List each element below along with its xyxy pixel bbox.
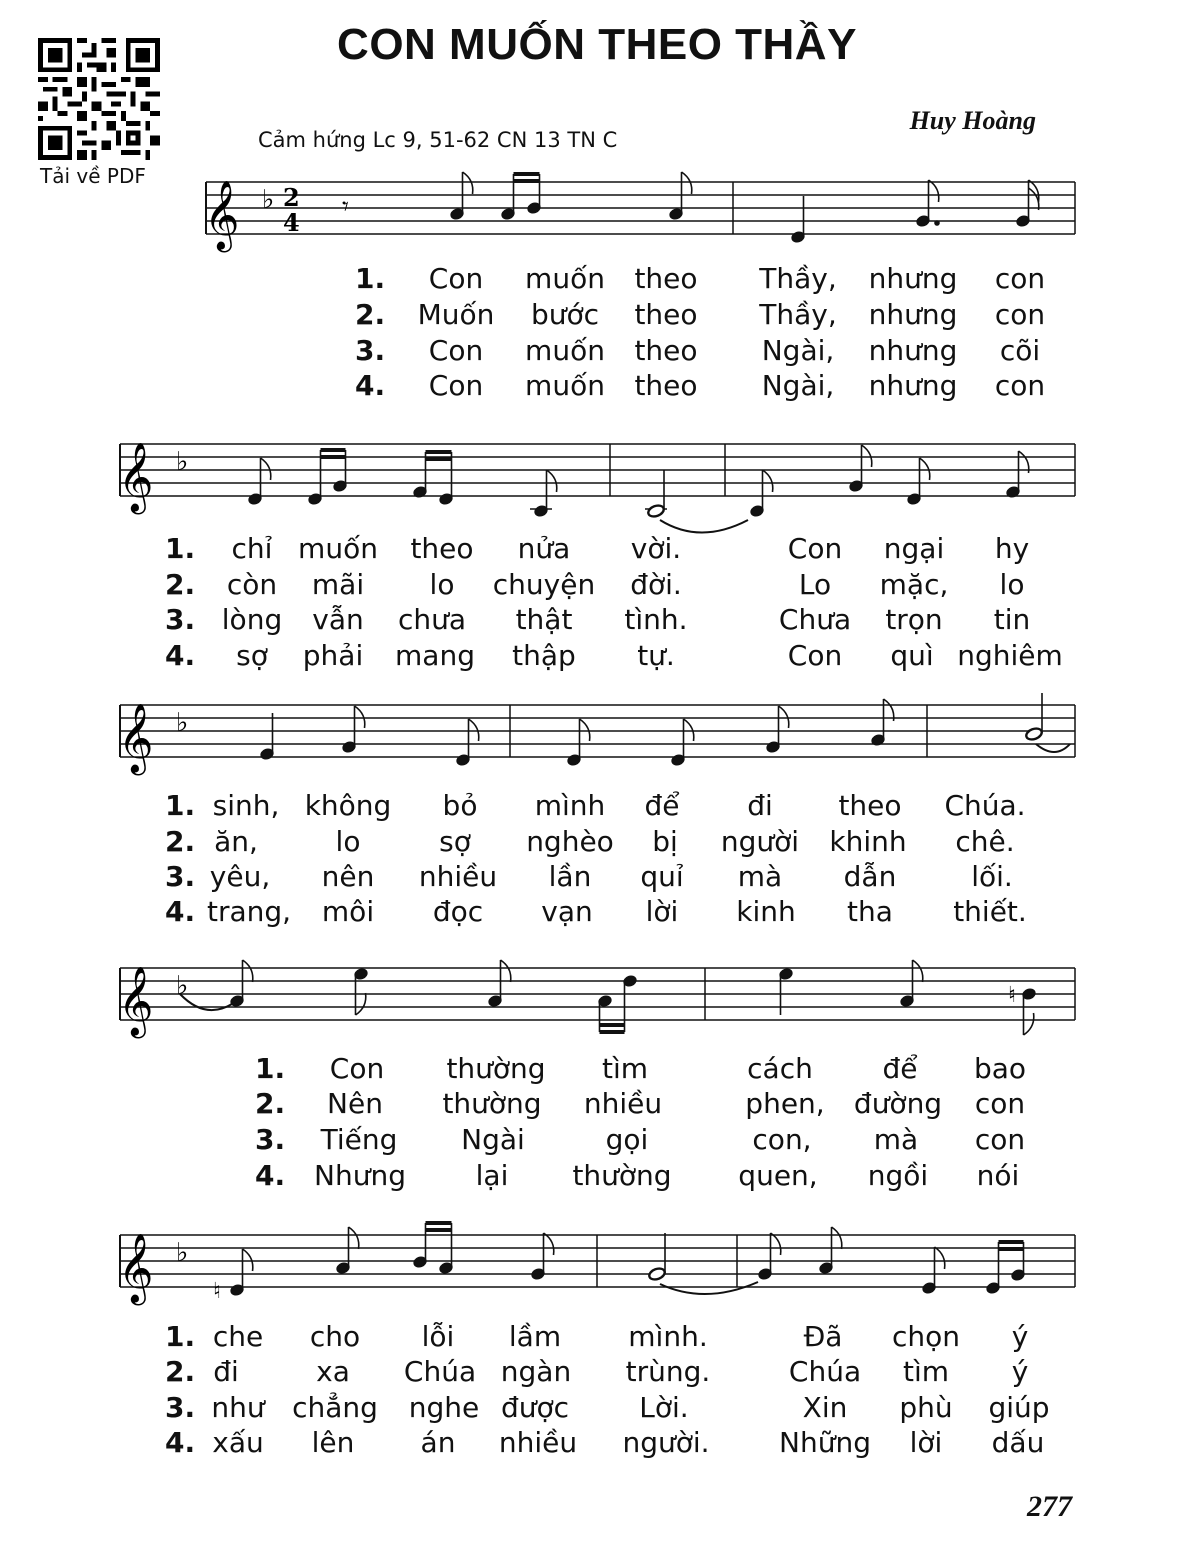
- lyric-syllable: che: [212, 1320, 264, 1353]
- lyric-syllable: Chúa: [403, 1355, 477, 1388]
- lyric-syllable: Muốn: [417, 298, 495, 331]
- note: [1025, 727, 1043, 742]
- lyric-syllable: đời.: [630, 568, 682, 601]
- verse-number: 2.: [165, 568, 196, 601]
- verse-number: 3.: [355, 334, 386, 367]
- lyric-syllable: con: [994, 262, 1046, 295]
- lyric-syllable: Con: [787, 532, 843, 565]
- lyric-syllable: nghe: [408, 1391, 480, 1424]
- verse-number: 2.: [355, 298, 386, 331]
- lyric-syllable: quen,: [738, 1159, 818, 1192]
- lyric-syllable: lo: [429, 568, 455, 601]
- lyric-syllable: mang: [395, 639, 475, 672]
- verse-number: 4.: [165, 1426, 196, 1459]
- lyric-syllable: giúp: [988, 1391, 1050, 1424]
- lyric-syllable: thập: [512, 639, 576, 672]
- lyric-line: [0, 860, 1200, 896]
- lyric-syllable: tha: [847, 895, 893, 928]
- lyric-syllable: lên: [311, 1426, 355, 1459]
- music-staff-3: [0, 688, 1200, 778]
- lyric-syllable: trang,: [206, 895, 292, 928]
- lyric-syllable: ngồi: [867, 1159, 929, 1192]
- lyric-line: [0, 1320, 1200, 1356]
- verse-number: 1.: [355, 262, 386, 295]
- lyric-syllable: Thầy,: [759, 298, 837, 331]
- verse-number: 4.: [355, 369, 386, 402]
- lyric-syllable: xa: [316, 1355, 350, 1388]
- lyric-line: [0, 825, 1200, 861]
- lyric-syllable: còn: [226, 568, 278, 601]
- lyric-syllable: Con: [428, 369, 484, 402]
- music-staff-2: [0, 430, 1200, 530]
- lyric-syllable: muốn: [298, 532, 378, 565]
- lyric-syllable: nửa: [517, 532, 571, 565]
- lyric-syllable: Chúa: [788, 1355, 862, 1388]
- lyric-syllable: ý: [1011, 1355, 1029, 1388]
- lyric-syllable: theo: [634, 334, 698, 367]
- lyric-syllable: Chúa.: [944, 789, 1026, 822]
- lyric-syllable: không: [304, 789, 392, 822]
- lyric-syllable: lo: [999, 568, 1025, 601]
- lyric-syllable: bị: [652, 825, 678, 858]
- lyric-syllable: nhiều: [418, 860, 498, 893]
- lyric-syllable: để: [644, 789, 680, 822]
- lyric-syllable: thường: [446, 1052, 546, 1085]
- lyric-syllable: án: [420, 1426, 456, 1459]
- lyric-syllable: theo: [838, 789, 902, 822]
- verse-number: 2.: [165, 1355, 196, 1388]
- lyric-syllable: cho: [309, 1320, 361, 1353]
- lyric-syllable: Xin: [802, 1391, 848, 1424]
- lyric-syllable: cõi: [999, 334, 1041, 367]
- qr-code-icon[interactable]: [38, 38, 160, 160]
- lyric-syllable: phải: [302, 639, 364, 672]
- lyric-syllable: nghèo: [526, 825, 614, 858]
- lyric-syllable: con: [974, 1087, 1026, 1120]
- lyric-syllable: nên: [321, 860, 375, 893]
- lyric-syllable: mà: [737, 860, 783, 893]
- verse-number: 1.: [165, 789, 196, 822]
- lyric-syllable: lo: [335, 825, 361, 858]
- lyric-line: [0, 1391, 1200, 1427]
- lyric-syllable: người.: [622, 1426, 710, 1459]
- lyric-syllable: dẫn: [843, 860, 897, 893]
- lyric-syllable: cách: [747, 1052, 813, 1085]
- lyric-syllable: thường: [442, 1087, 542, 1120]
- lyric-syllable: nhưng: [868, 369, 958, 402]
- lyric-syllable: thường: [572, 1159, 672, 1192]
- lyric-syllable: thiết.: [953, 895, 1027, 928]
- treble-clef-icon: 𝄞: [118, 966, 154, 1036]
- lyric-syllable: ý: [1011, 1320, 1029, 1353]
- lyric-syllable: sợ: [236, 639, 268, 672]
- inspiration-note: Cảm hứng Lc 9, 51-62 CN 13 TN C: [258, 128, 618, 152]
- verse-number: 2.: [165, 825, 196, 858]
- lyric-syllable: dấu: [991, 1426, 1045, 1459]
- lyric-line: [0, 1052, 1200, 1088]
- lyric-syllable: để: [882, 1052, 918, 1085]
- lyric-syllable: ăn,: [214, 825, 258, 858]
- lyric-line: [0, 1355, 1200, 1391]
- music-staff-5: [0, 1218, 1200, 1308]
- lyric-syllable: chưa: [397, 603, 467, 636]
- lyric-syllable: sợ: [439, 825, 471, 858]
- verse-number: 4.: [165, 639, 196, 672]
- music-staff-4: [0, 950, 1200, 1040]
- lyric-syllable: chẳng: [292, 1391, 378, 1424]
- lyric-syllable: vời.: [630, 532, 682, 565]
- lyric-syllable: con: [974, 1123, 1026, 1156]
- lyric-syllable: muốn: [525, 369, 605, 402]
- note: [648, 1267, 666, 1282]
- lyric-syllable: Thầy,: [759, 262, 837, 295]
- lyric-syllable: tin: [993, 603, 1031, 636]
- lyric-syllable: như: [211, 1391, 265, 1424]
- lyric-syllable: Những: [779, 1426, 871, 1459]
- lyric-syllable: tìm: [601, 1052, 649, 1085]
- lyric-syllable: theo: [634, 262, 698, 295]
- lyric-syllable: phù: [899, 1391, 953, 1424]
- lyric-syllable: yêu,: [209, 860, 271, 893]
- lyric-syllable: chọn: [891, 1320, 961, 1353]
- lyric-syllable: nhiều: [498, 1426, 578, 1459]
- lyric-syllable: môi: [321, 895, 375, 928]
- lyric-syllable: gọi: [605, 1123, 649, 1156]
- lyric-syllable: muốn: [525, 262, 605, 295]
- lyric-syllable: lỗi: [421, 1320, 455, 1353]
- lyric-line: [0, 603, 1200, 639]
- rest-icon: 𝄾: [342, 192, 349, 222]
- flat-sign-icon: ♭: [262, 185, 275, 215]
- composer-name: Huy Hoàng: [909, 106, 1036, 135]
- lyric-syllable: mình.: [628, 1320, 708, 1353]
- treble-clef-icon: 𝄞: [204, 180, 240, 250]
- lyric-syllable: sinh,: [212, 789, 280, 822]
- lyric-syllable: xấu: [212, 1426, 264, 1459]
- lyric-line: [0, 1123, 1200, 1159]
- lyric-syllable: Chưa: [778, 603, 852, 636]
- natural-sign-icon: ♮: [1008, 983, 1016, 1008]
- lyric-line: [0, 334, 1200, 370]
- lyric-syllable: đi: [747, 789, 773, 822]
- lyric-syllable: mãi: [311, 568, 365, 601]
- treble-clef-icon: 𝄞: [118, 703, 154, 773]
- time-signature-top: 2: [283, 183, 300, 212]
- lyric-syllable: nhưng: [868, 262, 958, 295]
- lyric-syllable: mặc,: [879, 568, 949, 601]
- verse-number: 3.: [165, 603, 196, 636]
- flat-sign-icon: ♭: [176, 1238, 189, 1268]
- lyric-line: [0, 298, 1200, 334]
- verse-number: 1.: [165, 532, 196, 565]
- verse-number: 1.: [165, 1320, 196, 1353]
- lyric-syllable: tình.: [624, 603, 688, 636]
- note: [647, 504, 665, 519]
- lyric-syllable: Ngài: [461, 1123, 525, 1156]
- verse-number: 2.: [255, 1087, 286, 1120]
- lyric-syllable: theo: [634, 369, 698, 402]
- lyric-line: [0, 262, 1200, 298]
- lyric-syllable: bước: [530, 298, 600, 331]
- lyric-syllable: Đã: [803, 1320, 843, 1353]
- lyric-syllable: kinh: [736, 895, 796, 928]
- time-signature-bottom: 4: [283, 208, 300, 237]
- music-staff-1: [0, 170, 1200, 260]
- lyric-line: [0, 1087, 1200, 1123]
- lyric-line: [0, 369, 1200, 405]
- lyric-syllable: trọn: [885, 603, 943, 636]
- lyric-syllable: thật: [515, 603, 573, 636]
- lyric-line: [0, 1159, 1200, 1195]
- lyric-syllable: nhưng: [868, 334, 958, 367]
- natural-sign-icon: ♮: [213, 1279, 221, 1304]
- lyric-syllable: muốn: [525, 334, 605, 367]
- lyric-syllable: trùng.: [625, 1355, 711, 1388]
- lyric-syllable: đường: [853, 1087, 943, 1120]
- lyric-syllable: Con: [428, 334, 484, 367]
- lyric-syllable: ngàn: [500, 1355, 572, 1388]
- flat-sign-icon: ♭: [176, 971, 189, 1001]
- lyric-syllable: chuyện: [492, 568, 596, 601]
- lyric-syllable: được: [500, 1391, 570, 1424]
- verse-number: 3.: [165, 860, 196, 893]
- verse-number: 4.: [165, 895, 196, 928]
- lyric-syllable: vạn: [541, 895, 593, 928]
- lyric-syllable: quỉ: [640, 860, 684, 893]
- lyric-syllable: lời: [909, 1426, 943, 1459]
- lyric-line: [0, 789, 1200, 825]
- lyric-syllable: con: [994, 298, 1046, 331]
- lyric-syllable: người: [720, 825, 800, 858]
- lyric-syllable: nói: [976, 1159, 1020, 1192]
- lyric-syllable: đọc: [432, 895, 484, 928]
- lyric-syllable: Nhưng: [314, 1159, 406, 1192]
- lyric-syllable: chê.: [955, 825, 1015, 858]
- lyric-syllable: Con: [329, 1052, 385, 1085]
- lyric-syllable: Lời.: [639, 1391, 689, 1424]
- flat-sign-icon: ♭: [176, 708, 189, 738]
- lyric-syllable: lối.: [971, 860, 1013, 893]
- lyric-syllable: bỏ: [442, 789, 478, 822]
- lyric-syllable: lời: [645, 895, 679, 928]
- lyric-line: [0, 532, 1200, 568]
- lyric-syllable: nhiều: [583, 1087, 663, 1120]
- lyric-syllable: tự.: [637, 639, 675, 672]
- lyric-syllable: nhưng: [868, 298, 958, 331]
- lyric-syllable: con,: [752, 1123, 812, 1156]
- lyric-syllable: chỉ: [231, 532, 273, 565]
- lyric-syllable: Tiếng: [320, 1123, 398, 1156]
- lyric-syllable: khinh: [829, 825, 907, 858]
- lyric-syllable: quì: [890, 639, 934, 672]
- lyric-syllable: mà: [873, 1123, 919, 1156]
- treble-clef-icon: 𝄞: [118, 1233, 154, 1303]
- lyric-line: [0, 639, 1200, 675]
- verse-number: 1.: [255, 1052, 286, 1085]
- lyric-syllable: con: [994, 369, 1046, 402]
- lyric-syllable: theo: [634, 298, 698, 331]
- lyric-syllable: lòng: [221, 603, 283, 636]
- lyric-syllable: Con: [428, 262, 484, 295]
- lyric-syllable: bao: [973, 1052, 1027, 1085]
- lyric-syllable: hy: [994, 532, 1030, 565]
- lyric-syllable: lần: [548, 860, 592, 893]
- lyric-syllable: lại: [475, 1159, 509, 1192]
- verse-number: 3.: [255, 1123, 286, 1156]
- lyric-line: [0, 895, 1200, 931]
- verse-number: 3.: [165, 1391, 196, 1424]
- flat-sign-icon: ♭: [176, 447, 189, 477]
- lyric-syllable: mình: [534, 789, 606, 822]
- lyric-syllable: Ngài,: [761, 369, 835, 402]
- lyric-syllable: ngại: [883, 532, 945, 565]
- lyric-syllable: Lo: [798, 568, 832, 601]
- song-title: CON MUỐN THEO THẦY: [337, 20, 857, 69]
- lyric-syllable: tìm: [902, 1355, 950, 1388]
- page-number: 277: [1027, 1490, 1072, 1523]
- lyric-syllable: phen,: [745, 1087, 825, 1120]
- lyric-syllable: theo: [410, 532, 474, 565]
- lyric-line: [0, 568, 1200, 604]
- lyric-line: [0, 1426, 1200, 1462]
- lyric-syllable: Nên: [327, 1087, 383, 1120]
- verse-number: 4.: [255, 1159, 286, 1192]
- lyric-syllable: nghiêm: [957, 639, 1063, 672]
- treble-clef-icon: 𝄞: [118, 442, 154, 512]
- lyric-syllable: đi: [213, 1355, 239, 1388]
- download-pdf-link[interactable]: Tải về PDF: [40, 164, 146, 188]
- lyric-syllable: vẫn: [312, 603, 364, 636]
- lyric-syllable: lầm: [508, 1320, 562, 1353]
- lyric-syllable: Con: [787, 639, 843, 672]
- lyric-syllable: Ngài,: [761, 334, 835, 367]
